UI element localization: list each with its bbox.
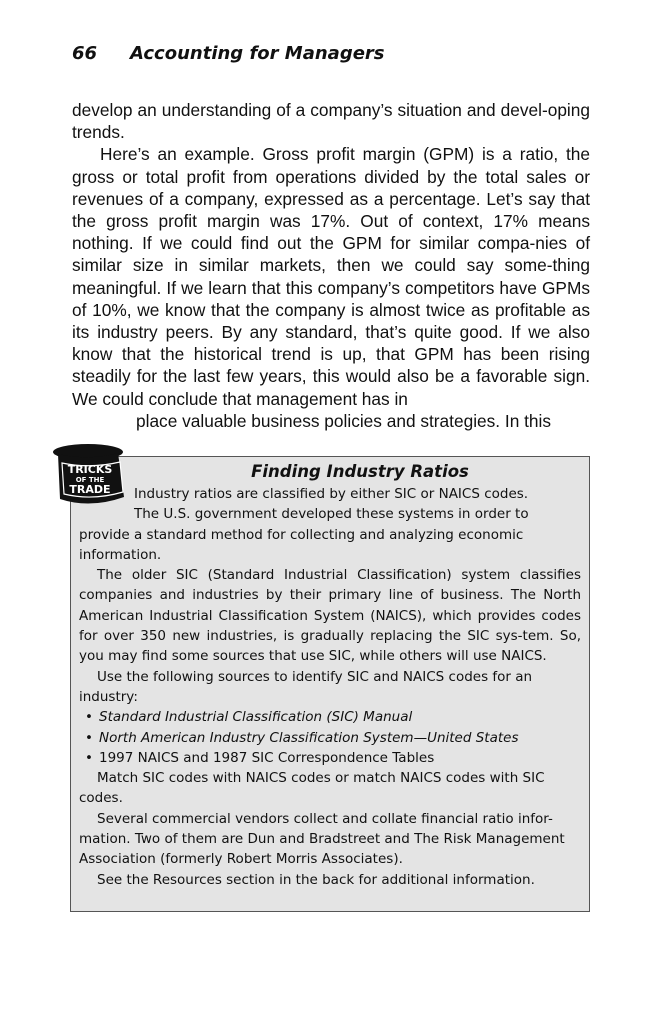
body-paragraph-2: Here’s an example. Gross profit margin (GPM) is a ratio, the gross or total profit from operations divided by the total sales or revenues of a company, expressed as a percentage. Let’s say that the gross profit margin was 17%. Out of context, 17% means nothing. If we could find out the GPM for similar compa-nies of similar size in similar markets, then we could say some-thing meaningful. If we learn that this company’s competitors have GPMs of 10%, we know that the company is almost twice as profitable as its industry peers. By any standard, that’s quite good. If we also know that the historical trend is up, that GPM has been rising steadily for the last few years, this would also be a favorable sign. We could conclude that management has in — [72, 144, 590, 409]
main-text — [72, 99, 590, 432]
sidebar-paragraph-5: Several commercial vendors collect and collate financial ratio infor-mation. Two of them are Dun and Bradstreet and The Risk Management Association (formerly Robert Morris Associates). — [79, 810, 565, 868]
sources-list — [79, 707, 581, 768]
sidebar-paragraph-2: The older SIC (Standard Industrial Classification) system classifies companies and industries by their primary line of business. The North American Industrial Classification System (NAICS), which provides codes for over 350 new industries, is gradually replacing the SIC sys-tem. So, you may find some sources that use SIC, while others will use NAICS. — [79, 567, 581, 665]
sidebar-intro-line-1: Industry ratios are classified by either SIC or NAICS codes. — [134, 486, 529, 502]
sidebar-paragraph-6: See the Resources section in the back for additional information. — [97, 871, 535, 888]
list-item: • 1997 NAICS and 1987 SIC Correspondence Tables — [79, 748, 581, 768]
svg-text:OF THE: OF THE — [75, 476, 105, 484]
book-title: Accounting for Managers — [130, 43, 385, 64]
sidebar-title: Finding Industry Ratios — [251, 462, 469, 481]
body-paragraph-1: develop an understanding of a company’s situation and devel-oping trends. — [72, 100, 590, 143]
running-header — [72, 40, 592, 68]
sidebar-paragraph-4: Match SIC codes with NAICS codes or match NAICS codes with SIC codes. — [79, 770, 545, 807]
sidebar-intro-line-2: The U.S. government developed these systems in order to — [134, 506, 529, 523]
svg-text:TRICKS: TRICKS — [67, 463, 113, 476]
svg-text:TRADE: TRADE — [69, 483, 111, 496]
tricks-of-the-trade-logo-icon — [50, 441, 138, 511]
page-number: 66 — [72, 43, 98, 64]
list-item: • North American Industry Classification System—United States — [79, 728, 581, 748]
tricks-of-the-trade-sidebar — [67, 456, 590, 912]
body-paragraph-2-last-line: place valuable business policies and strategies. In this — [136, 410, 551, 431]
list-item: • Standard Industrial Classification (SIC) Manual — [79, 707, 581, 727]
sidebar-paragraph-3: Use the following sources to identify SIC and NAICS codes for an industry: — [79, 668, 533, 705]
sidebar-intro-rest: provide a standard method for collecting and analyzing economic information. — [79, 526, 524, 563]
